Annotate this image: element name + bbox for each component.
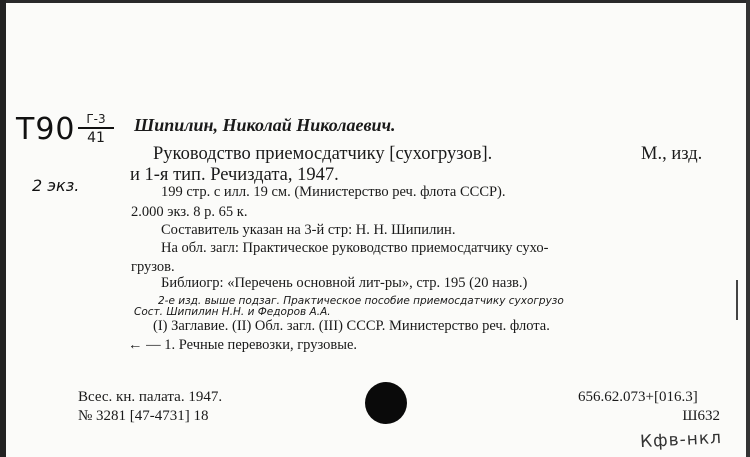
handwritten-compilers-note: Сост. Шипилин Н.Н. и Федоров А.А. (134, 306, 331, 318)
author-mark: Ш632 (682, 408, 720, 424)
compiler-note: Составитель указан на 3-й стр: Н. Н. Шипилин. (161, 222, 456, 238)
handwritten-edition-note: 2-е изд. выше подзаг. Практическое пособие приемосдатчику сухогрузо (158, 295, 564, 307)
tracing-line: (I) Заглавие. (II) Обл. загл. (III) СССР. Министерство реч. флота. (153, 318, 550, 334)
title-line-1: Руководство приемосдатчику [сухогрузов]. (153, 144, 493, 164)
physical-description: 199 стр. с илл. 19 см. (Министерство реч. флота СССР). (161, 184, 506, 200)
handwritten-copies-note: 2 экз. (32, 176, 80, 195)
cover-title-note: На обл. загл: Практическое руководство приемосдатчику сухо- (161, 240, 549, 256)
record-number: № 3281 [47-4731] 18 (78, 408, 209, 424)
cover-title-note-cont: грузов. (131, 259, 175, 275)
handwritten-call-number: Т90 (16, 112, 76, 147)
author-heading: Шипилин, Николай Николаевич. (134, 115, 396, 135)
bibliography-note: Библиогр: «Перечень основной лит-ры», стр. 195 (20 назв.) (161, 275, 528, 291)
subject-heading: ← — 1. Речные перевозки, грузовые. (128, 337, 358, 353)
title-place: М., изд. (641, 144, 703, 164)
margin-mark (736, 280, 738, 320)
handwritten-stamp: Кфв-нкл (639, 427, 723, 453)
fraction-numerator: Г-3 (86, 112, 106, 126)
book-chamber: Всес. кн. палата. 1947. (78, 389, 223, 405)
card-punch-hole (365, 382, 407, 424)
call-number-fraction (78, 112, 114, 146)
fraction-bar (78, 127, 114, 129)
card-top-edge (6, 0, 746, 3)
classification-number: 656.62.073+[016.3] (578, 389, 698, 405)
fraction-denominator: 41 (87, 130, 105, 146)
print-run-price: 2.000 экз. 8 р. 65 к. (131, 204, 248, 220)
title-line-2: и 1-я тип. Речиздата, 1947. (130, 165, 339, 185)
